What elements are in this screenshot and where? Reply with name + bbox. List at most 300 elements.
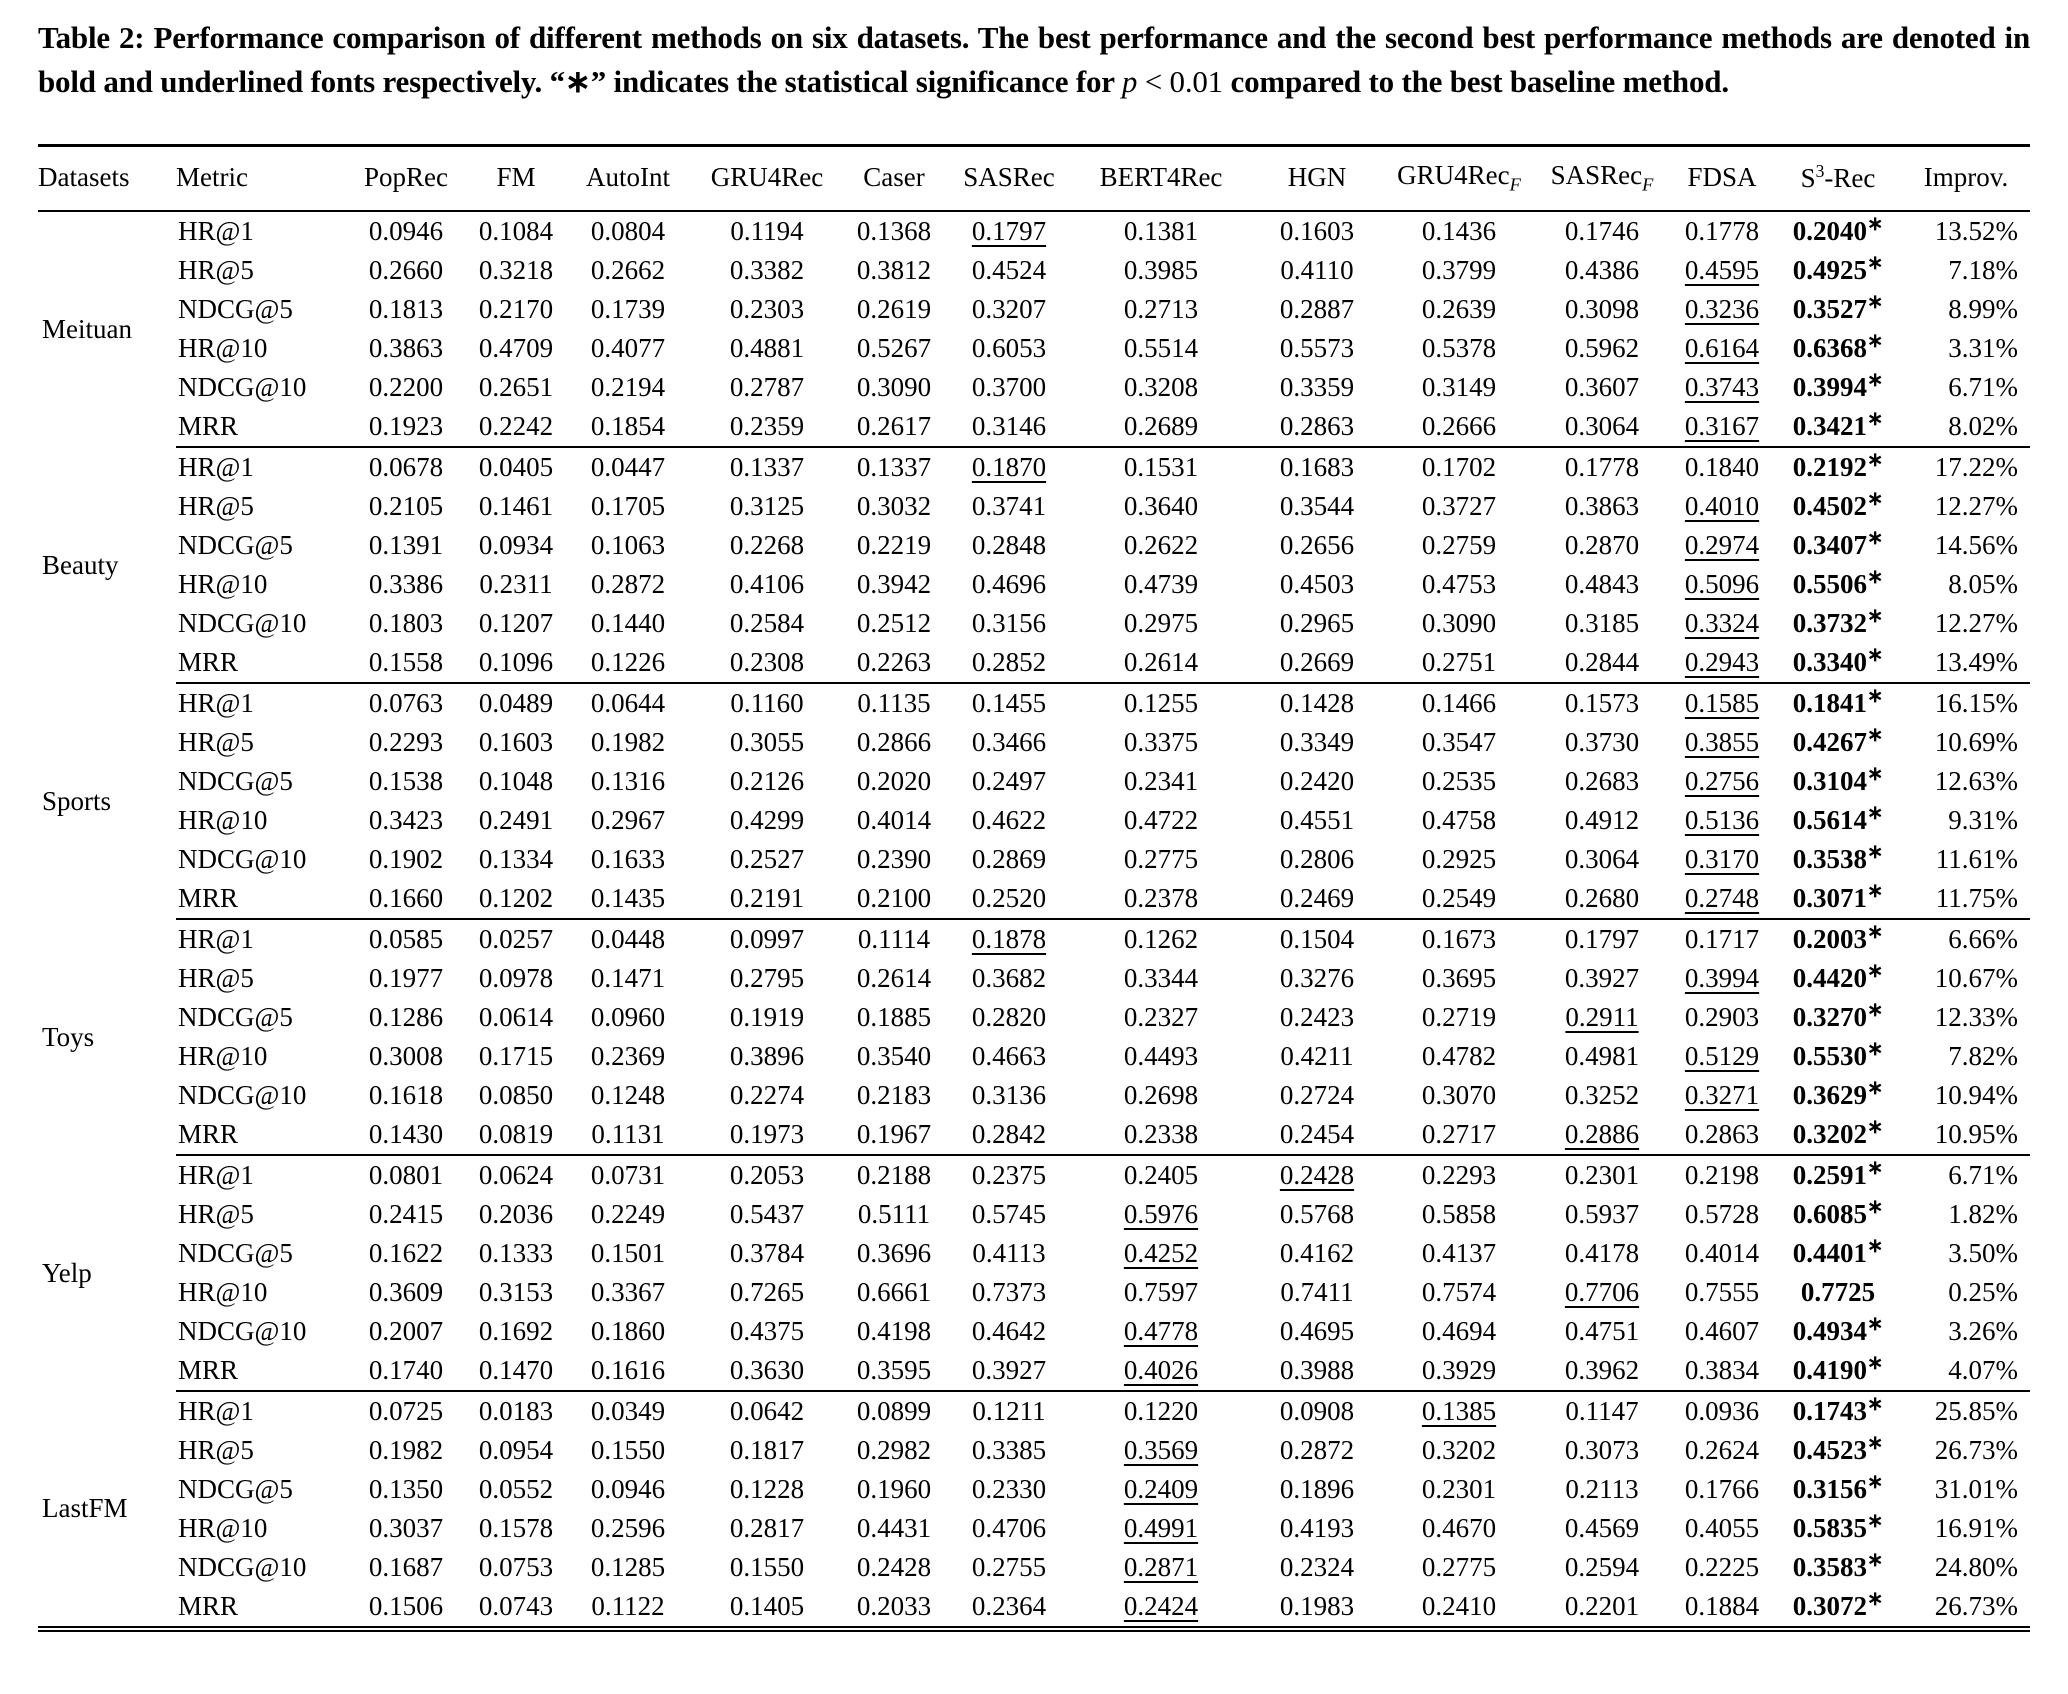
significance-star: ∗ bbox=[1866, 922, 1884, 944]
improvement-cell bbox=[1902, 1431, 2030, 1470]
value-cell bbox=[1670, 1155, 1774, 1195]
value-cell bbox=[1384, 959, 1534, 998]
metric-value: 0.4551 bbox=[1279, 805, 1355, 836]
value-cell bbox=[946, 1351, 1072, 1391]
value-cell bbox=[1072, 840, 1250, 879]
metric-value: 7.82% bbox=[1948, 1041, 2018, 1072]
significance-star: ∗ bbox=[1866, 1000, 1884, 1022]
metric-value: 0.1430 bbox=[368, 1119, 444, 1150]
value-cell bbox=[1072, 526, 1250, 565]
value-cell bbox=[692, 487, 842, 526]
metric-value: 0.2787 bbox=[729, 372, 805, 403]
second-best-value: 0.4252 bbox=[1123, 1238, 1199, 1269]
metric-value: 3.31% bbox=[1948, 333, 2018, 364]
value-cell bbox=[1072, 1470, 1250, 1509]
metric-value: 0.1248 bbox=[590, 1080, 666, 1111]
value-cell bbox=[1670, 1234, 1774, 1273]
metric-value: 0.2497 bbox=[971, 766, 1047, 797]
value-cell bbox=[1250, 801, 1384, 840]
metric-value: 0.1131 bbox=[591, 1119, 665, 1150]
significance-star: ∗ bbox=[1866, 1394, 1884, 1416]
value-cell bbox=[1072, 368, 1250, 407]
value-cell bbox=[1670, 487, 1774, 526]
value-cell bbox=[468, 1312, 564, 1351]
value-cell bbox=[842, 604, 946, 643]
metric-label: HR@5 bbox=[178, 1199, 254, 1230]
column-header-fdsa: FDSA bbox=[1670, 146, 1774, 212]
metric-value: 0.0183 bbox=[478, 1396, 554, 1427]
metric-value: 0.2535 bbox=[1421, 766, 1497, 797]
metric-value: 17.22% bbox=[1934, 452, 2018, 483]
value-cell bbox=[1384, 1115, 1534, 1155]
significance-star: ∗ bbox=[1866, 645, 1884, 667]
metric-value: 0.2713 bbox=[1123, 294, 1199, 325]
metric-value: 0.1660 bbox=[368, 883, 444, 914]
metric-value: 0.7574 bbox=[1421, 1277, 1497, 1308]
metric-value: 0.7265 bbox=[729, 1277, 805, 1308]
value-cell bbox=[1250, 643, 1384, 683]
metric-value: 0.3630 bbox=[729, 1355, 805, 1386]
best-value: 0.1841 bbox=[1792, 688, 1867, 719]
metric-value: 0.0349 bbox=[590, 1396, 666, 1427]
metric-value: 14.56% bbox=[1934, 530, 2018, 561]
metric-value: 0.3149 bbox=[1421, 372, 1497, 403]
metric-value: 0.3696 bbox=[856, 1238, 932, 1269]
value-cell bbox=[1774, 1195, 1902, 1234]
value-cell bbox=[1534, 1470, 1670, 1509]
value-cell bbox=[1072, 1587, 1250, 1629]
results-table bbox=[38, 144, 2030, 1632]
value-cell bbox=[564, 919, 692, 959]
metric-value: 0.2680 bbox=[1564, 883, 1640, 914]
value-cell bbox=[564, 959, 692, 998]
value-cell bbox=[564, 251, 692, 290]
value-cell bbox=[564, 368, 692, 407]
improvement-cell bbox=[1902, 604, 2030, 643]
value-cell bbox=[1670, 290, 1774, 329]
value-cell bbox=[1774, 998, 1902, 1037]
metric-value: 0.2852 bbox=[971, 647, 1047, 678]
value-cell bbox=[468, 368, 564, 407]
value-cell bbox=[1534, 1076, 1670, 1115]
value-cell bbox=[692, 447, 842, 487]
significance-star: ∗ bbox=[1866, 253, 1884, 275]
value-cell bbox=[1072, 879, 1250, 919]
value-cell bbox=[692, 1312, 842, 1351]
value-cell bbox=[842, 723, 946, 762]
metric-value: 0.1436 bbox=[1421, 216, 1497, 247]
value-cell bbox=[1774, 840, 1902, 879]
best-value: 0.3994 bbox=[1792, 372, 1867, 403]
metric-value: 0.1746 bbox=[1564, 216, 1640, 247]
value-cell bbox=[1774, 643, 1902, 683]
value-cell bbox=[1072, 1548, 1250, 1587]
metric-value: 0.1063 bbox=[590, 530, 666, 561]
metric-value: 0.3207 bbox=[971, 294, 1047, 325]
column-header-caser: Caser bbox=[842, 146, 946, 212]
table-row bbox=[38, 1351, 2030, 1391]
value-cell bbox=[1774, 368, 1902, 407]
value-cell bbox=[842, 1351, 946, 1391]
metric-value: 0.2364 bbox=[971, 1591, 1047, 1622]
metric-value: 0.1578 bbox=[478, 1513, 554, 1544]
metric-value: 0.1226 bbox=[590, 647, 666, 678]
improvement-cell bbox=[1902, 487, 2030, 526]
metric-value: 0.1616 bbox=[590, 1355, 666, 1386]
metric-value: 0.4981 bbox=[1564, 1041, 1640, 1072]
value-cell bbox=[1072, 998, 1250, 1037]
metric-value: 0.1381 bbox=[1123, 216, 1199, 247]
value-cell bbox=[1072, 1509, 1250, 1548]
value-cell bbox=[692, 1076, 842, 1115]
significance-star: ∗ bbox=[1866, 567, 1884, 589]
metric-value: 0.1440 bbox=[590, 608, 666, 639]
value-cell bbox=[468, 604, 564, 643]
value-cell bbox=[946, 1548, 1072, 1587]
table-row bbox=[38, 447, 2030, 487]
metric-value: 0.3064 bbox=[1564, 411, 1640, 442]
metric-value: 0.1603 bbox=[1279, 216, 1355, 247]
best-value: 0.2192 bbox=[1792, 452, 1867, 483]
value-cell bbox=[1534, 998, 1670, 1037]
metric-value: 0.2666 bbox=[1421, 411, 1497, 442]
metric-value: 0.1840 bbox=[1684, 452, 1760, 483]
significance-star: ∗ bbox=[1866, 961, 1884, 983]
metric-value: 0.2369 bbox=[590, 1041, 666, 1072]
second-best-value: 0.4595 bbox=[1684, 255, 1760, 286]
value-cell bbox=[1072, 683, 1250, 723]
best-value: 0.4502 bbox=[1792, 491, 1867, 522]
value-cell bbox=[1774, 487, 1902, 526]
value-cell bbox=[842, 1155, 946, 1195]
metric-label: HR@10 bbox=[178, 805, 268, 836]
value-cell bbox=[1250, 526, 1384, 565]
value-cell bbox=[468, 447, 564, 487]
value-cell bbox=[344, 1587, 468, 1629]
metric-value: 0.1428 bbox=[1279, 688, 1355, 719]
second-best-value: 0.4026 bbox=[1123, 1355, 1199, 1386]
metric-value: 0.2053 bbox=[729, 1160, 805, 1191]
metric-value: 0.1471 bbox=[590, 963, 666, 994]
metric-value: 0.2303 bbox=[729, 294, 805, 325]
value-cell bbox=[692, 1037, 842, 1076]
table-row bbox=[38, 1587, 2030, 1629]
improvement-cell bbox=[1902, 1076, 2030, 1115]
table-row bbox=[38, 526, 2030, 565]
metric-label: NDCG@10 bbox=[178, 1316, 307, 1347]
value-cell bbox=[692, 1273, 842, 1312]
best-value: 0.3629 bbox=[1792, 1080, 1867, 1111]
metric-value: 0.1461 bbox=[478, 491, 554, 522]
best-value: 0.4267 bbox=[1792, 727, 1867, 758]
metric-value: 0.2512 bbox=[856, 608, 932, 639]
value-cell bbox=[1774, 1155, 1902, 1195]
metric-value: 0.0934 bbox=[478, 530, 554, 561]
metric-value: 11.61% bbox=[1935, 844, 2018, 875]
value-cell bbox=[564, 604, 692, 643]
value-cell bbox=[564, 1234, 692, 1273]
significance-star: ∗ bbox=[1866, 764, 1884, 786]
value-cell bbox=[1534, 1312, 1670, 1351]
improvement-cell bbox=[1902, 526, 2030, 565]
value-cell bbox=[1534, 211, 1670, 251]
value-cell bbox=[564, 643, 692, 683]
value-cell bbox=[1670, 1037, 1774, 1076]
value-cell bbox=[564, 290, 692, 329]
value-cell bbox=[1670, 447, 1774, 487]
metric-value: 0.2198 bbox=[1684, 1160, 1760, 1191]
value-cell bbox=[692, 211, 842, 251]
metric-value: 0.2903 bbox=[1684, 1002, 1760, 1033]
metric-value: 0.2848 bbox=[971, 530, 1047, 561]
value-cell bbox=[344, 959, 468, 998]
metric-value: 0.1202 bbox=[478, 883, 554, 914]
value-cell bbox=[1250, 290, 1384, 329]
metric-value: 0.4178 bbox=[1564, 1238, 1640, 1269]
value-cell bbox=[1384, 487, 1534, 526]
column-header-gru4rec: GRU4Rec bbox=[692, 146, 842, 212]
value-cell bbox=[946, 723, 1072, 762]
table-row bbox=[38, 604, 2030, 643]
metric-value: 0.2842 bbox=[971, 1119, 1047, 1150]
value-cell bbox=[842, 1273, 946, 1312]
metric-value: 0.3008 bbox=[368, 1041, 444, 1072]
best-value: 0.4934 bbox=[1792, 1316, 1867, 1347]
metric-label: HR@5 bbox=[178, 963, 254, 994]
value-cell bbox=[842, 526, 946, 565]
metric-label: NDCG@10 bbox=[178, 1080, 307, 1111]
value-cell bbox=[1072, 1076, 1250, 1115]
metric-value: 0.4607 bbox=[1684, 1316, 1760, 1347]
significance-star: ∗ bbox=[1866, 1433, 1884, 1455]
value-cell bbox=[1534, 959, 1670, 998]
value-cell bbox=[1250, 487, 1384, 526]
value-cell bbox=[1670, 211, 1774, 251]
value-cell bbox=[1670, 879, 1774, 919]
metric-value: 0.2327 bbox=[1123, 1002, 1199, 1033]
best-value: 0.4401 bbox=[1792, 1238, 1867, 1269]
value-cell bbox=[1250, 407, 1384, 447]
value-cell bbox=[1534, 251, 1670, 290]
metric-value: 0.4110 bbox=[1280, 255, 1354, 286]
value-cell bbox=[842, 959, 946, 998]
value-cell bbox=[1250, 1587, 1384, 1629]
value-cell bbox=[1384, 723, 1534, 762]
improvement-cell bbox=[1902, 1155, 2030, 1195]
metric-value: 0.1673 bbox=[1421, 924, 1497, 955]
value-cell bbox=[946, 526, 1072, 565]
improvement-cell bbox=[1902, 447, 2030, 487]
metric-value: 0.3741 bbox=[971, 491, 1047, 522]
value-cell bbox=[1250, 1470, 1384, 1509]
value-cell bbox=[564, 1509, 692, 1548]
metric-value: 0.1603 bbox=[478, 727, 554, 758]
metric-value: 0.1316 bbox=[590, 766, 666, 797]
value-cell bbox=[1534, 1548, 1670, 1587]
value-cell bbox=[468, 526, 564, 565]
value-cell bbox=[1774, 1431, 1902, 1470]
value-cell bbox=[1774, 1587, 1902, 1629]
metric-value: 0.3595 bbox=[856, 1355, 932, 1386]
metric-value: 0.1211 bbox=[972, 1396, 1046, 1427]
metric-value: 0.1973 bbox=[729, 1119, 805, 1150]
value-cell bbox=[1250, 1273, 1384, 1312]
second-best-value: 0.3324 bbox=[1684, 608, 1760, 639]
metric-value: 0.4758 bbox=[1421, 805, 1497, 836]
value-cell bbox=[1534, 762, 1670, 801]
value-cell bbox=[1250, 840, 1384, 879]
value-cell bbox=[468, 1195, 564, 1234]
metric-value: 0.2584 bbox=[729, 608, 805, 639]
metric-value: 0.1884 bbox=[1684, 1591, 1760, 1622]
best-value: 0.3104 bbox=[1792, 766, 1867, 797]
value-cell bbox=[946, 1195, 1072, 1234]
metric-value: 0.0850 bbox=[478, 1080, 554, 1111]
metric-value: 0.2219 bbox=[856, 530, 932, 561]
metric-value: 0.1455 bbox=[971, 688, 1047, 719]
metric-value: 0.3962 bbox=[1564, 1355, 1640, 1386]
metric-value: 0.0946 bbox=[368, 216, 444, 247]
best-value: 0.4190 bbox=[1792, 1355, 1867, 1386]
metric-value: 0.0936 bbox=[1684, 1396, 1760, 1427]
metric-label: NDCG@5 bbox=[178, 1474, 293, 1505]
value-cell bbox=[1384, 290, 1534, 329]
value-cell bbox=[468, 1391, 564, 1431]
metric-value: 0.4642 bbox=[971, 1316, 1047, 1347]
value-cell bbox=[842, 683, 946, 723]
improvement-cell bbox=[1902, 723, 2030, 762]
value-cell bbox=[344, 1234, 468, 1273]
metric-value: 0.1860 bbox=[590, 1316, 666, 1347]
value-cell bbox=[1774, 1234, 1902, 1273]
metric-value: 0.3727 bbox=[1421, 491, 1497, 522]
second-best-value: 0.2974 bbox=[1684, 530, 1760, 561]
value-cell bbox=[842, 1076, 946, 1115]
table-caption bbox=[38, 16, 2030, 104]
value-cell bbox=[842, 1312, 946, 1351]
metric-value: 13.52% bbox=[1934, 216, 2018, 247]
caption-segment: compared to the best baseline method. bbox=[1222, 64, 1729, 100]
metric-value: 0.4055 bbox=[1684, 1513, 1760, 1544]
value-cell bbox=[1384, 407, 1534, 447]
value-cell bbox=[692, 565, 842, 604]
metric-value: 0.2378 bbox=[1123, 883, 1199, 914]
metric-value: 3.50% bbox=[1948, 1238, 2018, 1269]
metric-value: 12.27% bbox=[1934, 608, 2018, 639]
value-cell bbox=[1774, 1115, 1902, 1155]
value-cell bbox=[842, 919, 946, 959]
second-best-value: 0.3167 bbox=[1684, 411, 1760, 442]
value-cell bbox=[1384, 329, 1534, 368]
metric-label: NDCG@10 bbox=[178, 608, 307, 639]
value-cell bbox=[468, 407, 564, 447]
value-cell bbox=[1384, 1076, 1534, 1115]
metric-value: 0.2420 bbox=[1279, 766, 1355, 797]
value-cell bbox=[344, 251, 468, 290]
metric-value: 6.71% bbox=[1948, 1160, 2018, 1191]
value-cell bbox=[468, 1115, 564, 1155]
caption-segment: Table 2: Performance comparison of different methods on six datasets. The best performance and the second best performance methods are denoted in bold and underlined fonts respectively. “∗” indicates the statistical significance for bbox=[38, 20, 2030, 100]
improvement-cell bbox=[1902, 565, 2030, 604]
value-cell bbox=[946, 290, 1072, 329]
value-cell bbox=[468, 1431, 564, 1470]
metric-value: 0.2527 bbox=[729, 844, 805, 875]
metric-value: 0.1538 bbox=[368, 766, 444, 797]
value-cell bbox=[1072, 723, 1250, 762]
significance-star: ∗ bbox=[1866, 1117, 1884, 1139]
value-cell bbox=[1774, 723, 1902, 762]
value-cell bbox=[344, 604, 468, 643]
metric-value: 0.0978 bbox=[478, 963, 554, 994]
value-cell bbox=[468, 1509, 564, 1548]
metric-value: 0.3927 bbox=[1564, 963, 1640, 994]
improvement-cell bbox=[1902, 1470, 2030, 1509]
second-best-value: 0.7706 bbox=[1564, 1277, 1640, 1308]
metric-value: 0.3218 bbox=[478, 255, 554, 286]
improvement-cell bbox=[1902, 1509, 2030, 1548]
metric-value: 0.0899 bbox=[856, 1396, 932, 1427]
value-cell bbox=[344, 290, 468, 329]
metric-value: 0.3359 bbox=[1279, 372, 1355, 403]
metric-value: 0.2872 bbox=[590, 569, 666, 600]
value-cell bbox=[1774, 1391, 1902, 1431]
metric-value: 0.4670 bbox=[1421, 1513, 1497, 1544]
value-cell bbox=[1384, 251, 1534, 290]
value-cell bbox=[344, 329, 468, 368]
value-cell bbox=[344, 1076, 468, 1115]
value-cell bbox=[692, 919, 842, 959]
value-cell bbox=[692, 762, 842, 801]
metric-value: 0.2324 bbox=[1279, 1552, 1355, 1583]
value-cell bbox=[468, 1037, 564, 1076]
metric-value: 0.4299 bbox=[729, 805, 805, 836]
value-cell bbox=[1534, 447, 1670, 487]
value-cell bbox=[1534, 683, 1670, 723]
metric-label: MRR bbox=[176, 879, 344, 919]
metric-label: HR@1 bbox=[178, 1396, 254, 1427]
metric-value: 0.0763 bbox=[368, 688, 444, 719]
value-cell bbox=[1774, 290, 1902, 329]
metric-value: 0.2594 bbox=[1564, 1552, 1640, 1583]
value-cell bbox=[564, 407, 692, 447]
metric-value: 0.1550 bbox=[590, 1435, 666, 1466]
metric-value: 0.1435 bbox=[590, 883, 666, 914]
value-cell bbox=[468, 487, 564, 526]
metric-value: 0.1687 bbox=[368, 1552, 444, 1583]
value-cell bbox=[1670, 643, 1774, 683]
value-cell bbox=[1384, 1548, 1534, 1587]
value-cell bbox=[468, 211, 564, 251]
value-cell bbox=[842, 368, 946, 407]
column-header-bert4rec: BERT4Rec bbox=[1072, 146, 1250, 212]
column-header-datasets: Datasets bbox=[38, 146, 176, 212]
value-cell bbox=[692, 368, 842, 407]
value-cell bbox=[1774, 959, 1902, 998]
value-cell bbox=[946, 368, 1072, 407]
metric-value: 0.5768 bbox=[1279, 1199, 1355, 1230]
value-cell bbox=[468, 998, 564, 1037]
value-cell bbox=[1072, 1351, 1250, 1391]
metric-value: 0.1550 bbox=[729, 1552, 805, 1583]
metric-value: 0.4493 bbox=[1123, 1041, 1199, 1072]
value-cell bbox=[1670, 407, 1774, 447]
metric-value: 0.4431 bbox=[856, 1513, 932, 1544]
value-cell bbox=[564, 1431, 692, 1470]
metric-value: 0.2719 bbox=[1421, 1002, 1497, 1033]
header-row bbox=[38, 146, 2030, 212]
table-row bbox=[38, 723, 2030, 762]
best-value: 0.6368 bbox=[1792, 333, 1867, 364]
